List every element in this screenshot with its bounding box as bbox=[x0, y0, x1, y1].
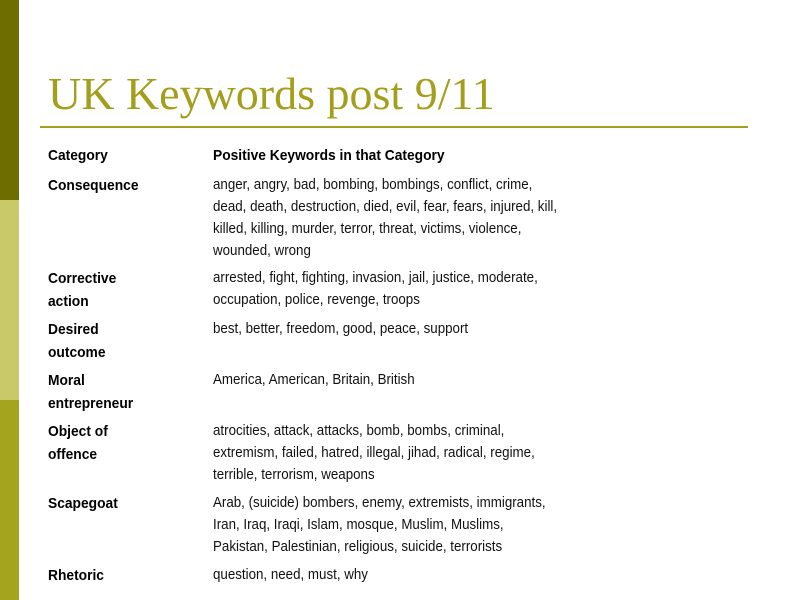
table-row bbox=[48, 369, 668, 420]
row-keywords: arrested, fight, fighting, invasion, jail, justice, moderate, occupation, police, revenge, troops bbox=[213, 270, 538, 308]
header-category: Category bbox=[48, 147, 108, 164]
table-row bbox=[48, 492, 668, 564]
row-keywords: question, need, must, why bbox=[213, 567, 368, 583]
table-row bbox=[48, 318, 668, 369]
row-category: Consequence bbox=[48, 177, 139, 194]
row-keywords: atrocities, attack, attacks, bomb, bombs, criminal, extremism, failed, hatred, illegal, jihad, radical, regime, terrible, terrorism, weapons bbox=[213, 423, 535, 483]
row-category: Corrective action bbox=[48, 270, 117, 310]
header-keywords: Positive Keywords in that Category bbox=[213, 147, 445, 164]
title-underline bbox=[40, 126, 748, 128]
row-keywords: best, better, freedom, good, peace, support bbox=[213, 321, 469, 337]
table-row bbox=[48, 564, 668, 588]
row-keywords: America, American, Britain, British bbox=[213, 372, 415, 388]
slide-title: UK Keywords post 9/11 bbox=[48, 68, 495, 119]
side-bar-bottom bbox=[0, 400, 19, 600]
row-category: Scapegoat bbox=[48, 495, 118, 512]
keywords-table bbox=[48, 144, 668, 588]
row-category: Desired outcome bbox=[48, 321, 106, 361]
row-keywords: anger, angry, bad, bombing, bombings, conflict, crime, dead, death, destruction, died, evil, fear, fears, injured, kill, killed, killing, murder, terror, threat, victims, violence, wounded, wrong bbox=[213, 177, 558, 259]
side-bar-top bbox=[0, 0, 19, 200]
row-category: Rhetoric bbox=[48, 567, 104, 584]
row-category: Object of offence bbox=[48, 423, 108, 463]
row-category: Moral entrepreneur bbox=[48, 372, 134, 412]
side-bar-middle bbox=[0, 200, 19, 400]
table-row bbox=[48, 420, 668, 492]
table-header-row bbox=[48, 144, 668, 174]
row-keywords: Arab, (suicide) bombers, enemy, extremists, immigrants, Iran, Iraq, Iraqi, Islam, mosque, Muslim, Muslims, Pakistan, Palestinian, religious, suicide, terrorists bbox=[213, 495, 546, 555]
table-row bbox=[48, 174, 668, 267]
table-row bbox=[48, 267, 668, 318]
